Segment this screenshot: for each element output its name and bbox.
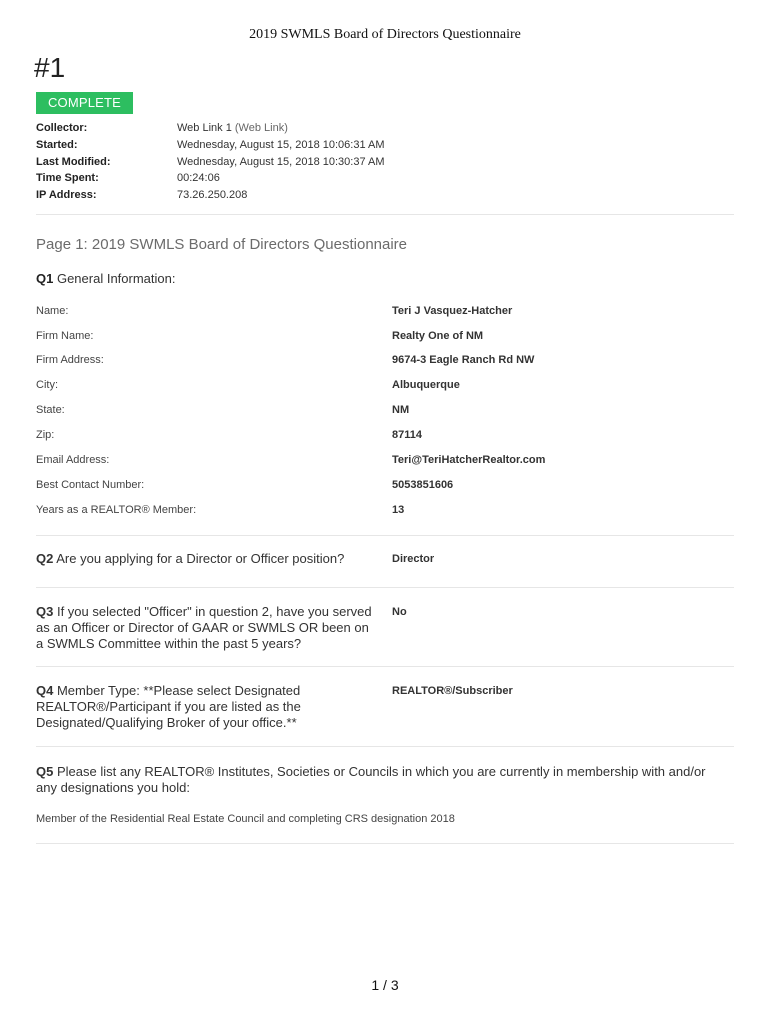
section-divider: [36, 666, 734, 667]
meta-row-collector: [36, 120, 536, 137]
field-label: Email Address:: [36, 454, 110, 466]
field-value: 87114: [392, 429, 422, 441]
meta-label: Time Spent:: [36, 172, 99, 185]
question-text: Are you applying for a Director or Officer position?: [56, 551, 345, 566]
field-row-state: [36, 401, 736, 419]
field-label: Years as a REALTOR® Member:: [36, 504, 197, 516]
question-q3: [36, 604, 376, 652]
answer-q4: REALTOR®/Subscriber: [392, 685, 513, 697]
page-title: Page 1: 2019 SWMLS Board of Directors Questionnaire: [36, 236, 408, 253]
section-divider: [36, 843, 734, 844]
field-row-name: [36, 302, 736, 320]
meta-label: Last Modified:: [36, 155, 111, 168]
section-divider: [36, 746, 734, 747]
section-divider: [36, 214, 734, 215]
question-number: Q2: [36, 551, 54, 566]
question-text: General Information:: [56, 271, 176, 286]
question-text: If you selected "Officer" in question 2, have you served as an Officer or Director of GAAR or SWMLS OR been on a SWMLS Committee within the past 5 years?: [36, 604, 372, 651]
question-q5: [36, 764, 726, 796]
document-header: 2019 SWMLS Board of Directors Questionnaire: [249, 27, 521, 42]
page-number: 1 / 3: [371, 977, 399, 993]
answer-q3: No: [392, 606, 407, 618]
field-value: Albuquerque: [392, 379, 460, 391]
field-label: City:: [36, 379, 58, 391]
field-label: Firm Name:: [36, 330, 94, 342]
question-q4: [36, 683, 376, 731]
field-row-zip: [36, 426, 736, 444]
question-number: Q3: [36, 604, 54, 619]
field-value: 5053851606: [392, 479, 454, 491]
response-metadata: [36, 120, 536, 204]
field-row-contact-number: [36, 476, 736, 494]
response-id: #1: [34, 52, 66, 83]
meta-value: Wednesday, August 15, 2018 10:30:37 AM: [177, 155, 385, 168]
field-label: Best Contact Number:: [36, 479, 145, 491]
meta-row-ip-address: [36, 187, 536, 204]
meta-row-last-modified: [36, 154, 536, 171]
question-q1: [36, 271, 175, 287]
field-label: Firm Address:: [36, 354, 104, 366]
field-row-city: [36, 376, 736, 394]
field-label: Zip:: [36, 429, 55, 441]
meta-value: 73.26.250.208: [177, 189, 248, 202]
question-number: Q5: [36, 764, 54, 779]
field-value: 13: [392, 504, 405, 516]
answer-q5: Member of the Residential Real Estate Council and completing CRS designation 2018: [36, 813, 455, 825]
status-badge: COMPLETE: [36, 92, 133, 114]
field-value: NM: [392, 404, 410, 416]
section-divider: [36, 535, 734, 536]
question-text: Please list any REALTOR® Institutes, Societies or Councils in which you are currently in membership with and/or any designations you hold:: [36, 764, 706, 795]
field-value: Teri J Vasquez-Hatcher: [392, 305, 513, 317]
answer-q2: Director: [392, 553, 435, 565]
meta-value: 00:24:06: [177, 172, 220, 185]
meta-value: [177, 120, 288, 137]
meta-row-time-spent: [36, 170, 536, 187]
field-label: Name:: [36, 305, 69, 317]
field-value: Realty One of NM: [392, 330, 484, 342]
collector-name: Web Link 1: [177, 122, 232, 134]
meta-label: IP Address:: [36, 189, 97, 202]
meta-row-started: [36, 137, 536, 154]
field-row-firm-address: [36, 351, 736, 369]
field-row-firm-name: [36, 327, 736, 345]
question-text: Member Type: **Please select Designated REALTOR®/Participant if you are listed as the Designated/Qualifying Broker of your office.**: [36, 683, 301, 730]
field-row-years-member: [36, 501, 736, 519]
field-label: State:: [36, 404, 65, 416]
meta-label: Started:: [36, 138, 78, 151]
field-value: Teri@TeriHatcherRealtor.com: [392, 454, 546, 466]
field-value: 9674-3 Eagle Ranch Rd NW: [392, 354, 535, 366]
meta-value: Wednesday, August 15, 2018 10:06:31 AM: [177, 138, 385, 151]
question-number: Q4: [36, 683, 54, 698]
section-divider: [36, 587, 734, 588]
meta-label: Collector:: [36, 122, 88, 134]
collector-type: (Web Link): [234, 122, 288, 134]
field-row-email: [36, 451, 736, 469]
question-number: Q1: [36, 271, 54, 286]
